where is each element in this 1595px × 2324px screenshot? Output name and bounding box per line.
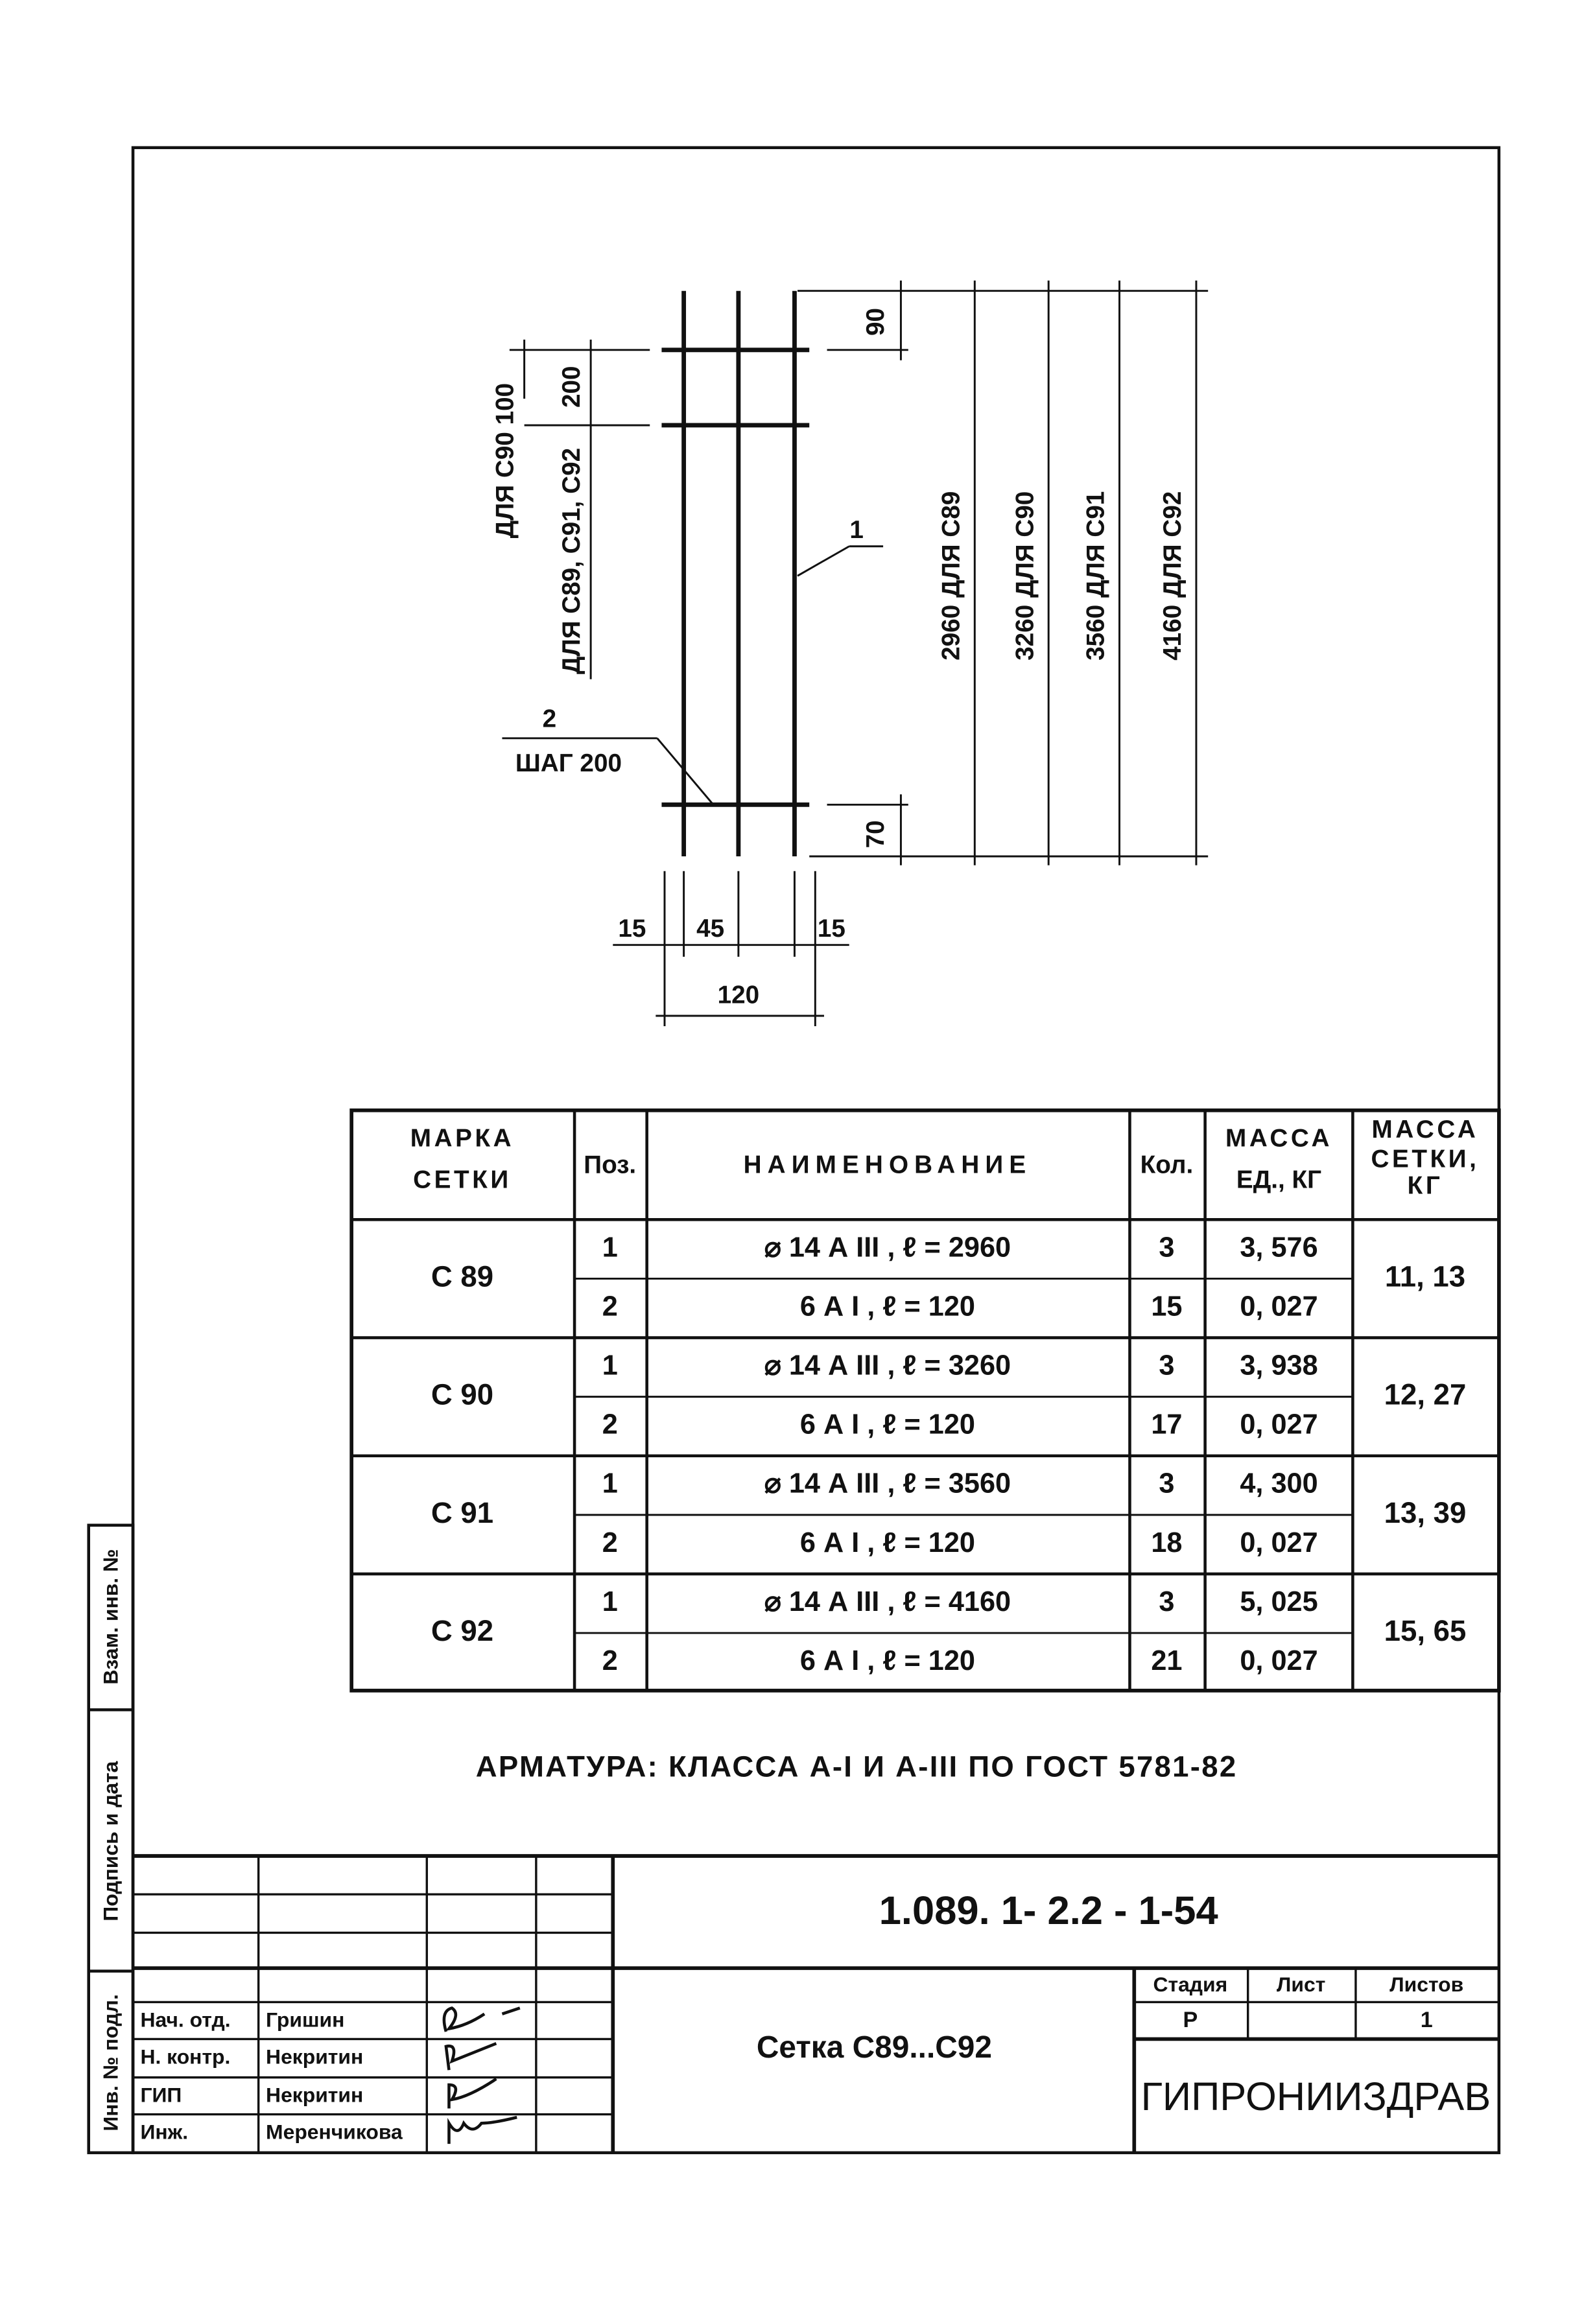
position-cell: 1 — [602, 1586, 618, 1617]
dim-bottom-offset: 70 — [862, 820, 890, 849]
mesh-total-mass: 13, 39 — [1384, 1496, 1467, 1529]
unit-mass-cell: 0, 027 — [1240, 1409, 1318, 1440]
reinforcement-note: АРМАТУРА: КЛАССА А-I И А-III ПО ГОСТ 5781-82 — [475, 1750, 1238, 1783]
header-mark: МАРКА — [410, 1124, 515, 1153]
dim-length-c91: 3560 ДЛЯ С91 — [1081, 491, 1110, 661]
mesh-drawing — [491, 281, 1209, 1026]
dim-left-edge: 15 — [618, 915, 646, 943]
unit-mass-cell: 3, 576 — [1240, 1232, 1318, 1263]
header-pos: Поз. — [584, 1151, 637, 1179]
table-body — [431, 1232, 1466, 1676]
signature-icon — [449, 2079, 496, 2109]
staff-name: Некритин — [266, 2083, 364, 2107]
table-row-group — [431, 1350, 1466, 1440]
sheet-label: Лист — [1277, 1972, 1326, 1996]
step-label: ШАГ 200 — [515, 749, 622, 778]
header-total-mass-line3: КГ — [1407, 1171, 1443, 1200]
signature-icon — [446, 2043, 496, 2070]
header-name: НАИМЕНОВАНИЕ — [743, 1151, 1032, 1179]
quantity-cell: 17 — [1151, 1409, 1183, 1440]
name-cell: 6 А I , ℓ = 120 — [799, 1409, 975, 1440]
header-total-mass: МАССА — [1371, 1115, 1479, 1144]
header-qty: Кол. — [1140, 1151, 1194, 1179]
staff-role: Н. контр. — [140, 2045, 231, 2069]
mesh-mark: С 91 — [431, 1496, 494, 1529]
dim-length-c90: 3260 ДЛЯ С90 — [1011, 491, 1039, 661]
position-2-label: 2 — [542, 705, 557, 733]
staff-name: Меренчикова — [266, 2120, 403, 2144]
dim-length-c89: 2960 ДЛЯ С89 — [937, 491, 965, 661]
quantity-cell: 3 — [1159, 1468, 1175, 1499]
header-unit-mass-line2: ЕД., КГ — [1236, 1166, 1322, 1194]
position-cell: 2 — [602, 1409, 618, 1440]
unit-mass-cell: 0, 027 — [1240, 1291, 1318, 1322]
position-cell: 1 — [602, 1350, 618, 1381]
longitudinal-bars — [684, 291, 795, 856]
position-cell: 1 — [602, 1232, 618, 1263]
mesh-total-mass: 12, 27 — [1384, 1378, 1467, 1411]
side-strip — [89, 1525, 133, 2153]
table-row-group — [431, 1586, 1466, 1676]
dim-others-spacing: ДЛЯ С89, С91, С92 — [558, 447, 586, 675]
quantity-cell: 18 — [1151, 1527, 1183, 1558]
sheets-label: Листов — [1389, 1972, 1464, 1996]
dim-c90-spacing: ДЛЯ С90 100 — [491, 382, 519, 539]
title-block — [133, 1856, 1499, 2153]
side-label-original: Инв. № подл. — [99, 1994, 123, 2131]
staff-role: ГИП — [140, 2083, 182, 2107]
dim-top-offset: 90 — [862, 307, 890, 336]
document-number: 1.089. 1- 2.2 - 1-54 — [879, 1888, 1218, 1934]
quantity-cell: 3 — [1159, 1350, 1175, 1381]
staff-name: Гришин — [266, 2008, 345, 2032]
name-cell: ⌀ 14 А III , ℓ = 4160 — [764, 1586, 1011, 1617]
position-cell: 1 — [602, 1468, 618, 1499]
signature-icon — [449, 2117, 517, 2144]
sheet-title: Сетка С89...С92 — [756, 2030, 992, 2065]
sheets-value: 1 — [1420, 2008, 1433, 2033]
name-cell: ⌀ 14 А III , ℓ = 3560 — [764, 1468, 1011, 1499]
mesh-mark: С 90 — [431, 1378, 494, 1411]
staff-name: Некритин — [266, 2045, 364, 2069]
staff-rows — [140, 2008, 403, 2144]
staff-role: Инж. — [140, 2120, 189, 2144]
position-cell: 2 — [602, 1527, 618, 1558]
specification-table — [351, 1110, 1499, 1691]
table-row-group — [431, 1232, 1465, 1322]
header-total-mass-line2: СЕТКИ, — [1371, 1145, 1480, 1173]
name-cell: 6 А I , ℓ = 120 — [799, 1645, 975, 1677]
dim-spacing-200: 200 — [558, 366, 586, 408]
side-label-replacement: Взам. инв. № — [99, 1549, 123, 1685]
quantity-cell: 3 — [1159, 1232, 1175, 1263]
dim-length-c92: 4160 ДЛЯ С92 — [1159, 491, 1187, 661]
stage-value: Р — [1183, 2008, 1198, 2033]
name-cell: ⌀ 14 А III , ℓ = 2960 — [764, 1232, 1011, 1263]
mesh-total-mass: 11, 13 — [1384, 1260, 1466, 1293]
mesh-mark: С 92 — [431, 1614, 494, 1648]
header-mark-line2: СЕТКИ — [413, 1166, 512, 1194]
position-cell: 2 — [602, 1645, 618, 1677]
name-cell: 6 А I , ℓ = 120 — [799, 1291, 975, 1322]
signatures — [444, 2008, 520, 2144]
name-cell: 6 А I , ℓ = 120 — [799, 1527, 975, 1558]
organization-name: ГИПРОНИИЗДРАВ — [1140, 2074, 1491, 2120]
unit-mass-cell: 3, 938 — [1240, 1350, 1318, 1381]
mesh-mark: С 89 — [431, 1260, 494, 1293]
header-unit-mass: МАССА — [1225, 1124, 1332, 1153]
mesh-total-mass: 15, 65 — [1384, 1614, 1467, 1648]
table-row-group — [431, 1468, 1466, 1558]
staff-role: Нач. отд. — [140, 2008, 231, 2032]
name-cell: ⌀ 14 А III , ℓ = 3260 — [764, 1350, 1011, 1381]
unit-mass-cell: 5, 025 — [1240, 1586, 1318, 1617]
quantity-cell: 15 — [1151, 1291, 1183, 1322]
unit-mass-cell: 0, 027 — [1240, 1527, 1318, 1558]
position-cell: 2 — [602, 1291, 618, 1322]
dim-width: 120 — [717, 981, 760, 1009]
position-1-label: 1 — [849, 516, 864, 545]
dim-bar-spacing: 45 — [696, 915, 725, 943]
dim-right-edge: 15 — [817, 915, 845, 943]
unit-mass-cell: 4, 300 — [1240, 1468, 1318, 1499]
signature-icon — [444, 2008, 520, 2032]
side-label-signature: Подпись и дата — [99, 1761, 123, 1921]
unit-mass-cell: 0, 027 — [1240, 1645, 1318, 1677]
quantity-cell: 21 — [1151, 1645, 1183, 1677]
stage-label: Стадия — [1153, 1972, 1228, 1996]
quantity-cell: 3 — [1159, 1586, 1175, 1617]
